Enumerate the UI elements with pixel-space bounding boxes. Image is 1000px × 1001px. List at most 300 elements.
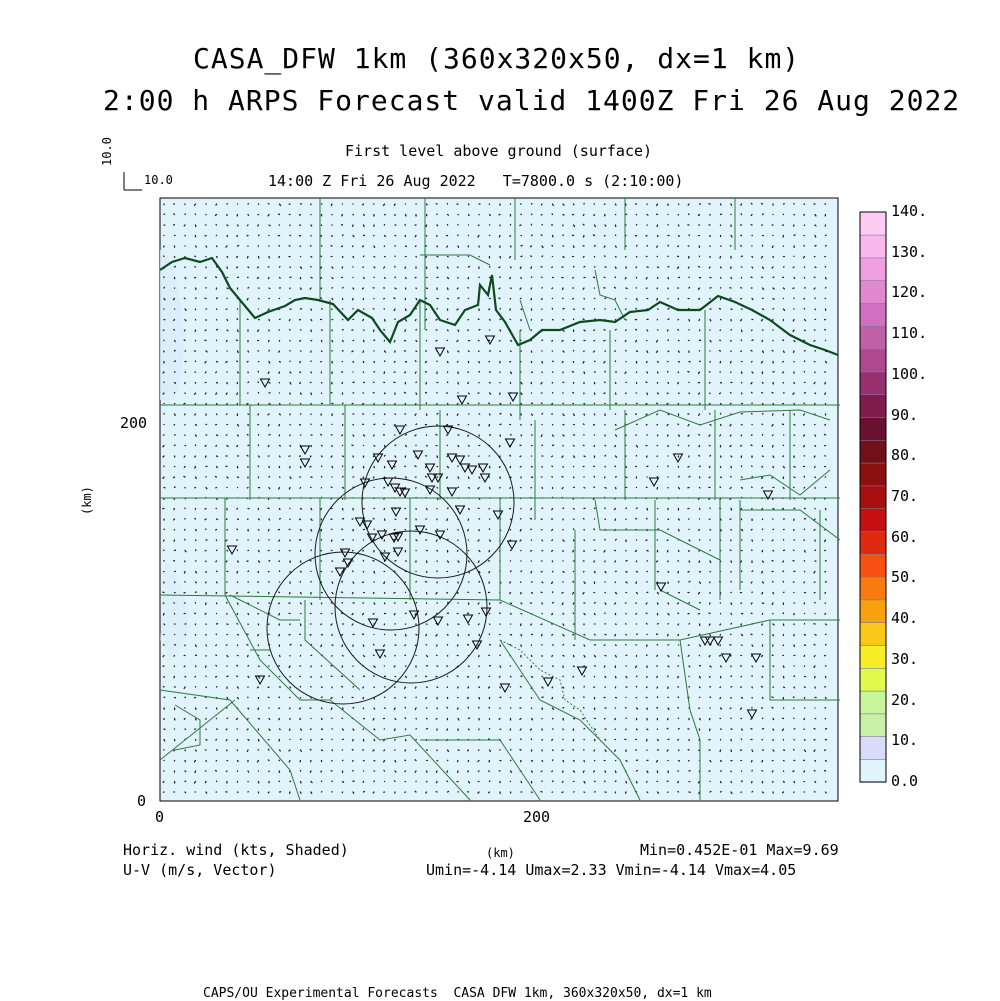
wind-vector	[815, 782, 816, 783]
wind-vector	[804, 719, 805, 720]
wind-vector	[657, 341, 658, 342]
wind-vector	[206, 246, 207, 247]
wind-vector	[574, 446, 575, 447]
wind-vector	[237, 665, 238, 666]
wind-vector	[814, 383, 815, 384]
wind-vector	[542, 246, 543, 248]
wind-vector	[163, 782, 164, 783]
wind-vector	[783, 340, 784, 341]
wind-vector	[720, 257, 721, 259]
wind-vector	[584, 614, 585, 615]
wind-vector	[563, 572, 564, 573]
wind-vector	[678, 624, 679, 625]
wind-vector	[668, 666, 669, 667]
wind-vector	[510, 257, 511, 258]
wind-vector	[226, 771, 227, 772]
wind-vector	[458, 330, 459, 331]
wind-vector	[605, 750, 606, 751]
wind-vector	[217, 467, 218, 468]
wind-vector	[815, 446, 816, 447]
wind-vector	[373, 392, 374, 393]
wind-vector	[510, 309, 511, 310]
wind-vector	[248, 215, 249, 216]
wind-vector	[175, 414, 176, 415]
wind-vector	[562, 488, 563, 489]
wind-vector	[163, 687, 164, 688]
wind-vector	[248, 257, 249, 258]
wind-vector	[615, 519, 616, 520]
wind-vector	[342, 435, 343, 436]
wind-vector	[184, 467, 185, 468]
wind-vector	[751, 350, 752, 351]
wind-vector	[688, 372, 689, 373]
colorbar-swatch	[860, 235, 886, 258]
wind-vector	[342, 592, 343, 593]
wind-vector	[500, 330, 501, 331]
wind-vector	[500, 729, 501, 730]
wind-vector	[773, 719, 774, 720]
wind-vector	[237, 572, 238, 573]
wind-vector	[710, 761, 711, 762]
wind-vector	[499, 719, 500, 720]
wind-vector	[184, 476, 185, 477]
wind-vector	[825, 434, 826, 435]
wind-vector	[469, 635, 470, 636]
wind-vector	[678, 246, 679, 247]
wind-vector	[184, 719, 185, 720]
colorbar-swatch	[860, 463, 886, 486]
wind-vector	[700, 582, 701, 583]
wind-vector	[238, 351, 239, 352]
wind-vector	[415, 771, 416, 772]
wind-vector	[657, 634, 658, 635]
wind-vector	[437, 540, 438, 541]
wind-vector	[279, 351, 280, 352]
wind-vector	[415, 435, 416, 436]
wind-vector	[605, 477, 606, 478]
wind-vector	[310, 456, 311, 457]
wind-vector	[763, 792, 764, 793]
wind-vector	[637, 508, 638, 509]
wind-vector	[541, 235, 542, 236]
wind-vector	[699, 530, 700, 531]
wind-vector	[521, 624, 522, 626]
wind-vector	[552, 509, 553, 510]
ref-vector-horizontal-label: 10.0	[144, 173, 173, 187]
wind-vector	[416, 540, 417, 541]
wind-vector	[342, 645, 343, 647]
wind-vector	[427, 728, 428, 729]
wind-vector	[217, 435, 218, 436]
wind-vector	[804, 299, 805, 300]
wind-vector	[805, 519, 806, 520]
wind-vector	[364, 676, 365, 677]
wind-vector	[300, 362, 301, 363]
wind-vector	[741, 204, 742, 205]
wind-vector	[238, 603, 239, 604]
wind-vector	[751, 582, 752, 583]
wind-vector	[616, 246, 617, 247]
wind-vector	[553, 602, 554, 603]
wind-vector	[563, 308, 564, 309]
wind-vector	[594, 529, 595, 530]
wind-vector	[279, 624, 280, 625]
wind-vector	[280, 414, 281, 415]
wind-vector	[363, 246, 364, 247]
wind-vector	[710, 320, 711, 321]
wind-vector	[394, 614, 395, 615]
wind-vector	[742, 530, 743, 531]
wind-vector	[343, 287, 344, 288]
wind-vector	[353, 288, 354, 289]
wind-vector	[226, 740, 227, 741]
wind-vector	[384, 645, 385, 646]
wind-vector	[552, 530, 553, 531]
wind-vector	[742, 414, 743, 415]
wind-vector	[226, 729, 227, 730]
colorbar-swatch	[860, 280, 886, 303]
wind-vector	[332, 582, 333, 583]
wind-vector	[815, 393, 816, 394]
wind-vector	[205, 372, 206, 373]
wind-vector	[394, 298, 395, 299]
wind-vector	[269, 383, 270, 384]
wind-vector	[258, 592, 259, 593]
wind-vector	[196, 246, 197, 247]
wind-vector	[280, 456, 281, 457]
wind-vector	[384, 770, 385, 771]
wind-vector	[741, 320, 742, 321]
wind-vector	[605, 677, 606, 678]
wind-vector	[258, 414, 259, 415]
wind-vector	[657, 687, 658, 688]
wind-vector	[384, 750, 385, 751]
wind-vector	[541, 215, 542, 216]
wind-vector	[426, 698, 427, 699]
wind-vector	[636, 341, 637, 342]
wind-vector	[646, 414, 647, 415]
wind-vector	[752, 372, 753, 373]
wind-vector	[658, 372, 659, 373]
wind-vector	[237, 267, 238, 268]
wind-vector	[175, 341, 176, 342]
wind-vector	[269, 719, 270, 720]
wind-vector	[448, 362, 449, 363]
wind-vector	[248, 267, 249, 268]
wind-vector	[395, 761, 396, 762]
wind-vector	[616, 425, 617, 426]
wind-vector	[762, 624, 763, 625]
x-tick-200: 200	[523, 808, 550, 826]
wind-vector	[553, 781, 554, 782]
wind-vector	[636, 666, 637, 668]
wind-vector	[374, 330, 375, 331]
wind-vector	[721, 708, 722, 709]
wind-vector	[478, 677, 479, 678]
wind-vector	[605, 572, 606, 573]
wind-vector	[762, 656, 763, 657]
wind-vector	[290, 687, 291, 688]
wind-vector	[458, 246, 459, 247]
wind-vector	[216, 372, 217, 373]
wind-vector	[594, 215, 595, 216]
wind-vector	[584, 266, 585, 267]
wind-vector	[406, 425, 407, 426]
wind-vector	[342, 581, 343, 582]
wind-vector	[658, 593, 659, 594]
wind-vector	[226, 561, 227, 562]
wind-vector	[668, 519, 669, 520]
colorbar-swatch	[860, 736, 886, 759]
wind-vector	[646, 382, 647, 383]
wind-vector	[720, 393, 721, 394]
wind-vector	[657, 351, 658, 352]
wind-vector	[490, 414, 491, 415]
wind-vector	[646, 236, 647, 237]
wind-vector	[394, 309, 395, 310]
wind-vector	[532, 792, 533, 793]
wind-vector	[415, 236, 416, 237]
wind-vector	[804, 488, 805, 489]
wind-vector	[269, 225, 270, 226]
wind-vector	[637, 299, 638, 301]
wind-vector	[814, 770, 815, 771]
wind-vector	[227, 236, 228, 237]
wind-vector	[448, 288, 449, 290]
wind-vector	[395, 719, 396, 720]
wind-vector	[258, 267, 259, 268]
wind-vector	[657, 761, 658, 762]
wind-vector	[395, 635, 396, 636]
wind-vector	[259, 561, 260, 562]
wind-vector	[720, 487, 721, 488]
wind-vector	[679, 435, 680, 436]
wind-vector	[742, 781, 743, 782]
wind-vector	[583, 224, 584, 225]
wind-vector	[174, 509, 175, 510]
wind-vector	[772, 425, 773, 427]
wind-vector	[584, 330, 585, 331]
wind-vector	[700, 466, 701, 467]
wind-vector	[353, 362, 354, 363]
wind-vector	[195, 456, 196, 457]
wind-vector	[259, 666, 260, 667]
wind-vector	[248, 771, 249, 772]
wind-vector	[468, 698, 469, 699]
wind-vector	[553, 204, 554, 206]
wind-vector	[794, 467, 795, 468]
wind-vector	[448, 330, 449, 331]
wind-vector	[616, 539, 617, 540]
wind-vector	[773, 288, 774, 289]
wind-vector	[196, 645, 197, 647]
wind-vector	[447, 246, 448, 247]
wind-vector	[426, 320, 427, 321]
wind-vector	[709, 267, 710, 268]
wind-vector	[510, 278, 511, 279]
wind-vector	[268, 414, 269, 415]
wind-vector	[174, 330, 175, 331]
wind-vector	[646, 623, 647, 624]
wind-vector	[352, 593, 353, 594]
wind-vector	[352, 614, 353, 615]
wind-vector	[322, 719, 323, 720]
wind-vector	[469, 215, 470, 216]
wind-vector	[772, 603, 773, 604]
wind-vector	[583, 771, 584, 772]
wind-vector	[815, 635, 816, 636]
wind-vector	[290, 477, 291, 479]
wind-vector	[658, 236, 659, 237]
wind-vector	[479, 635, 480, 636]
wind-vector	[478, 761, 479, 762]
wind-vector	[552, 540, 553, 541]
wind-vector	[742, 698, 743, 699]
wind-vector	[500, 666, 501, 667]
wind-vector	[773, 456, 774, 457]
wind-vector	[436, 771, 437, 772]
wind-vector	[257, 278, 258, 279]
wind-vector	[488, 687, 489, 688]
wind-vector	[353, 582, 354, 583]
wind-vector	[280, 729, 281, 730]
wind-vector	[416, 424, 417, 425]
wind-vector	[216, 446, 217, 447]
wind-vector	[730, 435, 731, 436]
wind-vector	[552, 288, 553, 289]
wind-vector	[562, 792, 563, 793]
wind-vector	[300, 341, 301, 342]
wind-vector	[185, 320, 186, 321]
wind-vector	[763, 309, 764, 310]
wind-vector	[322, 697, 323, 698]
title-line-2: 2:00 h ARPS Forecast valid 1400Z Fri 26 Aug 2022	[103, 84, 960, 117]
wind-vector	[814, 740, 815, 741]
wind-vector	[331, 624, 332, 625]
wind-vector	[784, 288, 785, 289]
wind-vector	[773, 299, 774, 300]
wind-vector	[721, 204, 722, 205]
wind-vector	[394, 341, 395, 342]
wind-vector	[331, 456, 332, 457]
wind-vector	[173, 299, 174, 300]
wind-vector	[238, 477, 239, 478]
wind-vector	[478, 540, 479, 541]
wind-vector	[721, 519, 722, 520]
wind-vector	[458, 761, 459, 762]
wind-vector	[489, 739, 490, 740]
wind-vector	[562, 603, 563, 604]
wind-vector	[584, 257, 585, 258]
colorbar-tick-label: 10.	[891, 731, 918, 749]
wind-vector	[573, 593, 574, 595]
footer-uv-range: Umin=-4.14 Umax=2.33 Vmin=-4.14 Vmax=4.05	[426, 861, 796, 879]
wind-vector	[415, 361, 416, 362]
wind-vector	[657, 656, 658, 657]
wind-vector	[542, 508, 543, 509]
wind-vector	[447, 477, 448, 478]
wind-vector	[248, 677, 249, 678]
wind-vector	[542, 488, 543, 489]
colorbar-swatch	[860, 258, 886, 281]
colorbar	[860, 212, 886, 782]
wind-vector	[448, 215, 449, 216]
wind-vector	[416, 635, 417, 636]
wind-vector	[637, 729, 638, 730]
wind-vector	[437, 267, 438, 268]
wind-vector	[468, 435, 469, 436]
wind-vector	[626, 572, 627, 573]
wind-vector	[721, 792, 722, 793]
wind-vector	[668, 278, 669, 279]
wind-vector	[679, 362, 680, 363]
wind-vector	[804, 446, 805, 447]
level-label: First level above ground (surface)	[345, 142, 652, 160]
wind-vector	[574, 509, 575, 510]
wind-vector	[343, 456, 344, 457]
wind-vector	[731, 782, 732, 783]
wind-vector	[804, 771, 805, 772]
wind-vector	[562, 456, 563, 457]
ref-vector-vertical-label: 10.0	[100, 137, 114, 166]
wind-vector	[469, 561, 470, 562]
wind-vector	[521, 676, 522, 677]
wind-vector	[688, 635, 689, 636]
wind-vector	[699, 593, 700, 594]
wind-vector	[237, 393, 238, 395]
wind-vector	[616, 456, 617, 457]
wind-vector	[637, 708, 638, 709]
wind-vector	[541, 771, 542, 772]
wind-vector	[741, 446, 742, 447]
wind-vector	[342, 686, 343, 687]
wind-vector	[196, 477, 197, 478]
wind-vector	[248, 351, 249, 352]
colorbar-swatch	[860, 691, 886, 714]
wind-vector	[647, 655, 648, 656]
wind-vector	[584, 782, 585, 784]
wind-vector	[415, 708, 416, 709]
wind-vector	[205, 330, 206, 331]
wind-vector	[374, 446, 375, 447]
wind-vector	[457, 341, 458, 342]
wind-vector	[268, 446, 269, 447]
wind-vector	[238, 687, 239, 688]
wind-vector	[227, 225, 228, 226]
wind-vector	[259, 235, 260, 236]
wind-vector	[658, 740, 659, 741]
wind-vector	[721, 782, 722, 783]
wind-vector	[322, 708, 323, 709]
wind-vector	[196, 288, 197, 289]
wind-vector	[647, 551, 648, 552]
wind-vector	[321, 267, 322, 268]
wind-vector	[227, 698, 228, 699]
colorbar-swatch	[860, 531, 886, 554]
wind-vector	[363, 698, 364, 699]
wind-vector	[343, 235, 344, 236]
wind-vector	[574, 771, 575, 772]
wind-vector	[490, 215, 491, 216]
wind-vector	[563, 719, 564, 721]
wind-vector	[279, 372, 280, 373]
wind-vector	[478, 792, 479, 793]
wind-vector	[406, 602, 407, 603]
wind-vector	[373, 518, 374, 519]
wind-vector	[237, 676, 238, 677]
wind-vector	[290, 593, 291, 594]
colorbar-swatch	[860, 303, 886, 326]
